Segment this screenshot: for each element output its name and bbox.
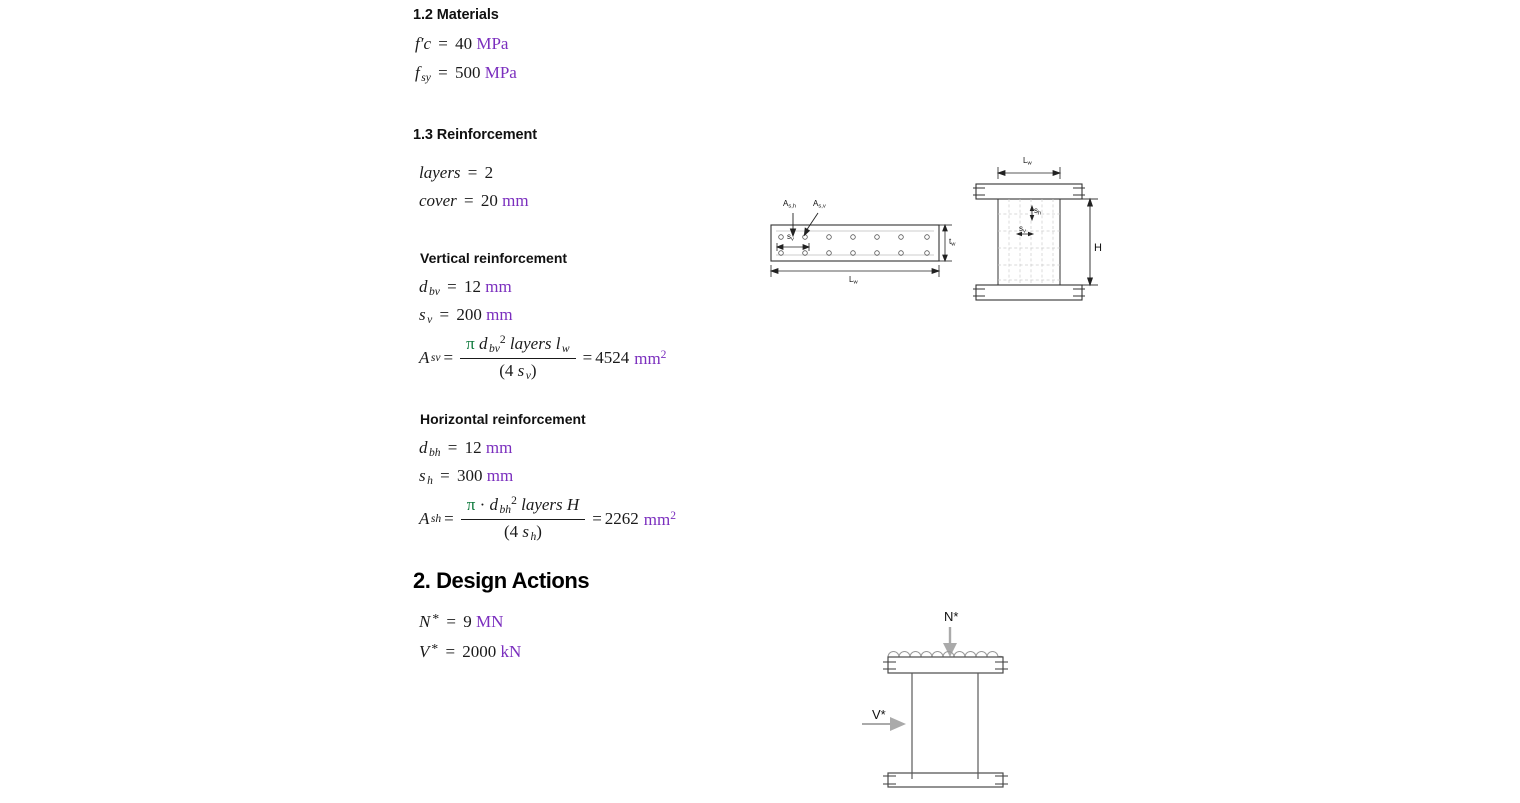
var-asv-s-subscript: v — [525, 368, 531, 382]
var-sv-subscript: v — [427, 313, 433, 327]
label-lw-plan: $L_w$ — [849, 275, 858, 286]
var-asv-lw: l — [555, 334, 561, 353]
label-sv-plan: $s_v$ — [787, 232, 794, 243]
equals-ash-1: = — [444, 509, 454, 529]
diagram-design-actions-loads — [850, 605, 1030, 798]
heading-materials: 1.2 Materials — [413, 7, 499, 23]
var-nstar-asterisk: * — [432, 611, 440, 626]
equals-dbh: = — [447, 438, 458, 457]
equation-dbh — [419, 439, 512, 459]
value-ash-four: 4 — [509, 521, 519, 541]
var-ash-d: d — [489, 495, 499, 514]
dimension-lw-elev — [998, 167, 1060, 179]
var-asv-subscript: sv — [430, 350, 441, 364]
label-sv-elev: $s_v$ — [1019, 224, 1026, 235]
label-vstar-load: V* — [872, 707, 886, 722]
equation-vstar — [419, 642, 521, 660]
load-view-svg — [850, 605, 1030, 798]
equals-layers: = — [467, 163, 478, 182]
unit-ash-exponent: 2 — [670, 508, 677, 522]
label-asv: $A_{s,v}$ — [813, 199, 826, 210]
var-ash-layers: layers — [521, 495, 563, 514]
unit-nstar: MN — [475, 611, 504, 631]
wall-body-load — [912, 673, 978, 779]
equation-dbv — [419, 278, 512, 298]
bottom-slab — [976, 285, 1082, 300]
unit-dbh: mm — [485, 438, 513, 457]
label-lw-elev: $L_w$ — [1023, 156, 1032, 167]
var-fsy-symbol: f — [415, 63, 420, 82]
plan-view-svg — [765, 195, 965, 295]
var-ash-d-subscript: bh — [499, 503, 512, 517]
bottom-slab-load — [888, 773, 1003, 787]
value-cover: 20 — [480, 191, 498, 210]
var-sv-symbol: s — [419, 305, 426, 324]
var-ash-subscript: sh — [430, 511, 442, 525]
var-asv-d: d — [478, 334, 488, 353]
label-sh-elev: $s_h$ — [1034, 206, 1042, 217]
var-dbh-symbol: d — [419, 438, 428, 457]
equation-cover — [419, 192, 529, 209]
equation-nstar — [419, 612, 503, 630]
equation-fc — [415, 35, 508, 52]
var-asv-layers: layers — [509, 334, 552, 353]
equals-asv-2: = — [582, 348, 593, 368]
var-fc-prime: ′ — [419, 34, 424, 53]
var-dbv-symbol: d — [419, 277, 428, 296]
var-ash-s-subscript: h — [530, 529, 537, 543]
unit-fc: MPa — [476, 34, 509, 53]
equation-sh — [419, 467, 513, 487]
equals-nstar: = — [446, 611, 456, 631]
paren-close-ash: ) — [536, 521, 542, 541]
equation-fsy — [415, 64, 517, 84]
fraction-asv — [460, 333, 576, 382]
fraction-ash-numerator — [461, 494, 585, 519]
var-sh-symbol: s — [419, 466, 426, 485]
pi-symbol-ash: π — [466, 495, 476, 514]
equals-sv: = — [439, 305, 450, 324]
fraction-asv-numerator — [460, 333, 576, 358]
value-layers: 2 — [484, 163, 494, 182]
var-fc-rest: c — [423, 34, 431, 53]
unit-cover: mm — [502, 191, 529, 210]
var-sh-subscript: h — [427, 474, 433, 488]
equals-fc: = — [438, 34, 448, 53]
equals-ash-2: = — [592, 509, 602, 529]
value-nstar: 9 — [463, 611, 472, 631]
value-vstar: 2000 — [462, 641, 497, 661]
unit-fsy: MPa — [484, 63, 517, 82]
equals-cover: = — [464, 191, 474, 210]
unit-asv: $mm^2$ — [634, 347, 667, 368]
paren-open-asv: ( — [499, 360, 505, 380]
value-sv: 200 — [456, 305, 482, 324]
top-slab — [976, 184, 1082, 199]
label-ash: $A_{s,h}$ — [783, 199, 797, 210]
var-ash-h: H — [566, 495, 580, 514]
var-asv-symbol: A — [419, 348, 430, 368]
unit-sv: mm — [486, 305, 513, 324]
unit-dbv: mm — [485, 277, 512, 296]
var-cover-symbol: cover — [419, 191, 457, 210]
value-fc: 40 — [455, 34, 473, 53]
label-tw: $t_w$ — [949, 237, 956, 248]
diagram-wall-plan-view — [765, 195, 965, 295]
value-dbv: 12 — [464, 277, 481, 296]
wall-outline — [771, 225, 939, 261]
unit-vstar: kN — [500, 641, 522, 661]
diagram-wall-elevation-view — [965, 152, 1115, 322]
var-ash-s: s — [522, 521, 530, 541]
equals-vstar: = — [445, 641, 456, 661]
fraction-ash-denominator — [461, 519, 585, 544]
var-asv-lw-subscript: w — [561, 342, 570, 356]
value-sh: 300 — [457, 466, 483, 485]
var-nstar-symbol: N — [419, 611, 431, 631]
equals-sh: = — [440, 466, 450, 485]
elevation-view-svg — [965, 152, 1115, 322]
label-h-elev: H — [1094, 242, 1102, 254]
paren-open-ash: ( — [503, 521, 510, 541]
unit-ash: $mm^2$ — [643, 508, 677, 529]
fraction-asv-denominator — [460, 358, 576, 383]
var-layers-symbol: layers — [419, 163, 461, 182]
var-fsy-subscript: sy — [421, 71, 431, 85]
equals-asv-1: = — [443, 348, 454, 368]
unit-sh: mm — [486, 466, 514, 485]
var-ash-symbol: A — [419, 509, 430, 529]
result-asv: 4524 — [595, 348, 630, 368]
var-fc-symbol: f — [415, 34, 420, 53]
pi-symbol-asv: π — [466, 334, 475, 353]
dot-operator-ash: · — [479, 495, 486, 514]
support-marks — [973, 188, 1085, 296]
var-dbv-subscript: bv — [429, 285, 440, 299]
result-ash: 2262 — [604, 509, 639, 529]
heading-vertical-reinforcement: Vertical reinforcement — [420, 250, 568, 266]
equals-fsy: = — [438, 63, 448, 82]
heading-reinforcement: 1.3 Reinforcement — [413, 127, 538, 143]
heading-horizontal-reinforcement: Horizontal reinforcement — [420, 411, 586, 427]
value-asv-four: 4 — [504, 360, 514, 380]
value-dbh: 12 — [464, 438, 482, 457]
var-asv-d-subscript: bv — [488, 342, 500, 356]
leader-asv — [804, 213, 818, 235]
var-vstar-symbol: V — [419, 641, 430, 661]
unit-asv-exponent: 2 — [660, 347, 667, 361]
dimension-sv — [777, 243, 809, 251]
equation-layers — [419, 164, 493, 181]
label-nstar-load: N* — [944, 609, 959, 624]
var-ash-d-exponent: 2 — [511, 494, 517, 507]
var-asv-d-exponent: 2 — [499, 333, 506, 346]
fraction-ash — [461, 494, 585, 543]
top-slab-load — [888, 657, 1003, 673]
equation-asv-formula — [419, 333, 666, 382]
equation-sv — [419, 306, 513, 326]
equation-ash-formula — [419, 494, 676, 543]
var-dbh-subscript: bh — [429, 446, 441, 460]
reinforcement-grid — [998, 199, 1060, 285]
var-vstar-asterisk: * — [431, 641, 439, 656]
equals-dbv: = — [447, 277, 457, 296]
wall-body — [998, 199, 1060, 285]
heading-design-actions: 2. Design Actions — [413, 568, 590, 593]
reinforcement-bars — [779, 235, 930, 256]
var-asv-s: s — [517, 360, 525, 380]
distributed-load-arcs — [888, 652, 1003, 658]
value-fsy: 500 — [454, 63, 481, 82]
paren-close-asv: ) — [530, 360, 537, 380]
